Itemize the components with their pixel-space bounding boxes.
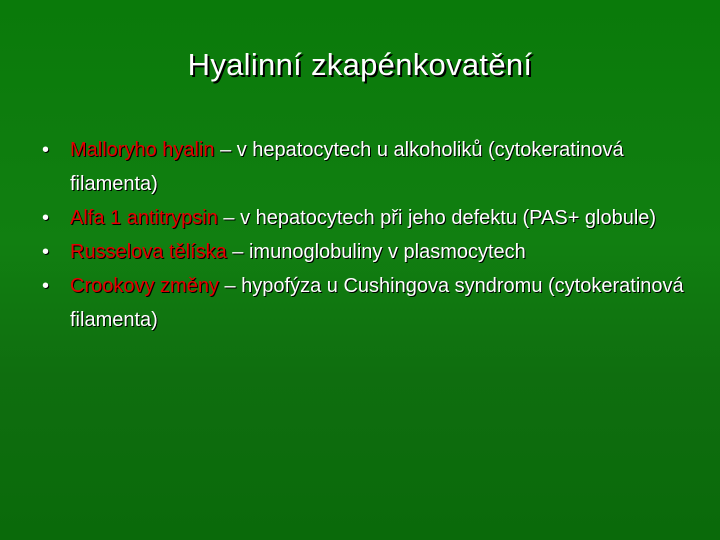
term-crooke: Crookovy změny [70,275,219,297]
bullet-icon: • [42,275,50,297]
bullet-list [42,133,702,337]
bullet-icon: • [42,207,50,229]
bullet-item-mallory [42,133,702,201]
bullet-item-alfa [42,201,702,235]
bullet-item-crooke [42,269,702,337]
term-russel: Russelova tělíska [70,241,227,263]
bullet-item-russel [42,235,702,269]
description-alfa: – v hepatocytech při jeho defektu (PAS+ globule) [217,207,657,229]
term-mallory: Malloryho hyalin [70,139,215,161]
description-russel: – imunoglobuliny v plasmocytech [226,241,526,263]
description-crooke: – hypofýza u Cushingova syndromu (cytokeratinová filamenta) [70,275,684,331]
bullet-icon: • [42,139,50,161]
slide-title: Hyalinní zkapénkovatění [187,47,533,82]
term-alfa: Alfa 1 antitrypsin [70,207,218,229]
bullet-icon: • [42,241,50,263]
description-mallory: – v hepatocytech u alkoholiků (cytokeratinová filamenta) [70,139,624,195]
